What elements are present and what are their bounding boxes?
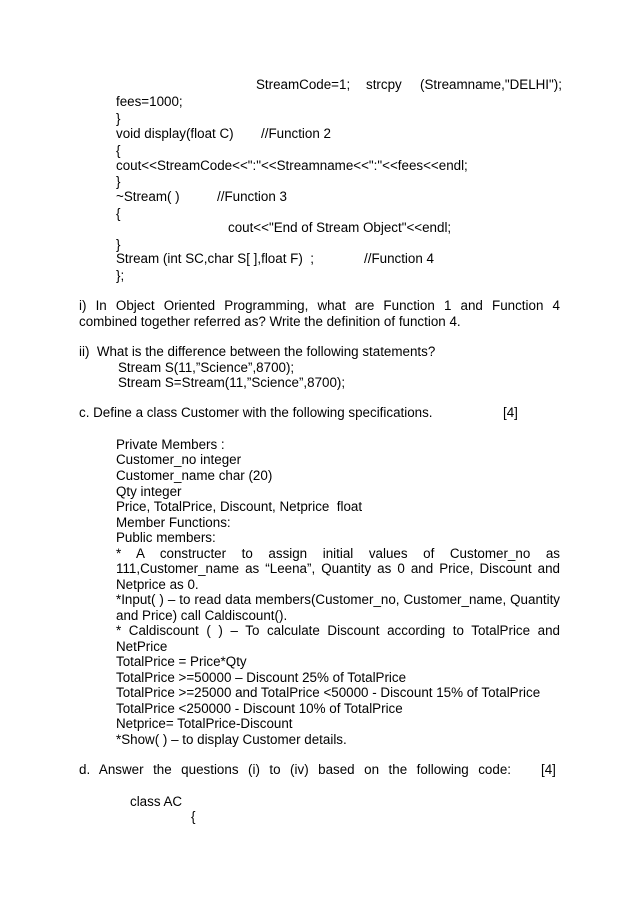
code-line: ~Stream( ) <box>116 189 180 204</box>
code-comment: //Function 4 <box>364 251 434 266</box>
spec-line: Private Members : <box>116 437 225 452</box>
spec-line: Customer_no integer <box>116 452 242 467</box>
question-d-marks: [4] <box>541 762 556 777</box>
code-line: Stream (int SC,char S[ ],float F) ; <box>116 251 314 266</box>
question-d-title: d. Answer the questions (i) to (iv) based on the following code: <box>79 762 511 777</box>
code-line: } <box>116 237 121 252</box>
code-line: fees=1000; <box>116 94 183 109</box>
spec-line: Qty integer <box>116 484 182 499</box>
code-line: { <box>116 206 121 221</box>
spec-line: TotalPrice >=50000 – Discount 25% of TotalPrice <box>116 670 407 685</box>
statement-1: Stream S(11,”Science”,8700); <box>118 360 295 375</box>
code-line: StreamCode=1; <box>256 77 351 92</box>
question-i-line: i) In Object Oriented Programming, what are Function 1 and Function 4 <box>79 298 560 313</box>
spec-line: *Input( ) – to read data members(Customer_no, Customer_name, Quantity <box>116 592 560 607</box>
code-line: (Streamname,"DELHI"); <box>420 77 562 92</box>
code-line: } <box>116 111 121 126</box>
question-ii-line: ii) What is the difference between the following statements? <box>79 344 436 359</box>
spec-line: TotalPrice <250000 - Discount 10% of TotalPrice <box>116 701 403 716</box>
statement-2: Stream S=Stream(11,”Science”,8700); <box>118 375 346 390</box>
code-line: }; <box>116 268 125 283</box>
code-comment: //Function 2 <box>261 126 331 141</box>
spec-line: 111,Customer_name as “Leena”, Quantity as 0 and Price, Discount and <box>116 561 560 576</box>
spec-line: Member Functions: <box>116 515 231 530</box>
code-line: cout<<StreamCode<<":"<<Streamname<<":"<<fees<<endl; <box>116 158 468 173</box>
spec-line: and Price) call Caldiscount(). <box>116 608 288 623</box>
spec-line: Netprice as 0. <box>116 577 199 592</box>
spec-line: Price, TotalPrice, Discount, Netprice float <box>116 499 363 514</box>
code-line: cout<<"End of Stream Object"<<endl; <box>228 220 452 235</box>
code-line: class AC <box>130 794 183 809</box>
spec-line: TotalPrice = Price*Qty <box>116 654 247 669</box>
code-line: strcpy <box>366 77 402 92</box>
spec-line: NetPrice <box>116 639 168 654</box>
code-line: { <box>116 143 121 158</box>
spec-line: *Show( ) – to display Customer details. <box>116 732 347 747</box>
question-i-line: combined together referred as? Write the definition of function 4. <box>79 314 461 329</box>
question-c-title: c. Define a class Customer with the following specifications. <box>79 405 433 420</box>
question-c-marks: [4] <box>503 405 518 420</box>
code-comment: //Function 3 <box>217 189 287 204</box>
spec-line: * A constructer to assign initial values of Customer_no as <box>116 546 560 561</box>
spec-line: * Caldiscount ( ) – To calculate Discount according to TotalPrice and <box>116 623 560 638</box>
code-line: void display(float C) <box>116 126 234 141</box>
spec-line: Customer_name char (20) <box>116 468 273 483</box>
spec-line: Netprice= TotalPrice-Discount <box>116 716 293 731</box>
spec-line: TotalPrice >=25000 and TotalPrice <50000 - Discount 15% of TotalPrice <box>116 685 541 700</box>
spec-line: Public members: <box>116 530 216 545</box>
code-line: } <box>116 174 121 189</box>
code-line: { <box>191 809 196 824</box>
